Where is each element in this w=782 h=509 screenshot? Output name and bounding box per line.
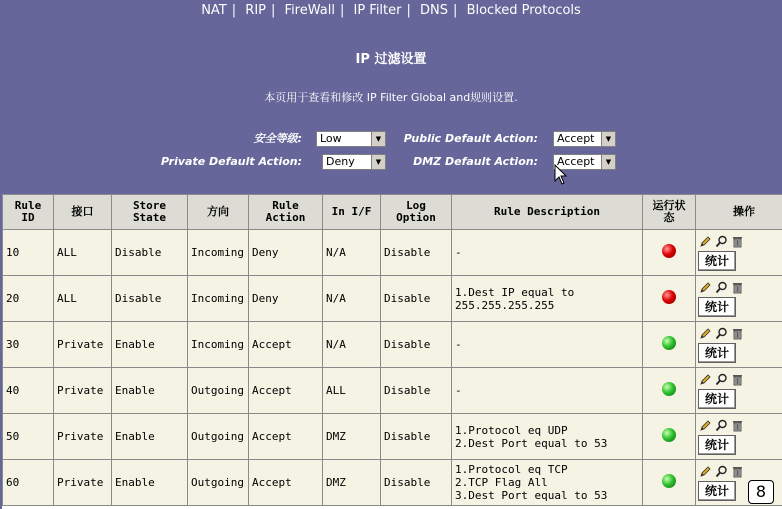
chevron-down-icon[interactable]: ▼ (371, 155, 385, 169)
mouse-cursor-icon (554, 164, 568, 186)
cell-interface: Private (54, 368, 112, 414)
cell-rule-action: Accept (249, 368, 323, 414)
private-default-action-value: Deny (326, 155, 355, 168)
row-action-icons (699, 235, 782, 248)
cell-log-option: Disable (381, 276, 452, 322)
header-operations: 操作 (696, 195, 782, 230)
cell-rule-id: 40 (3, 368, 54, 414)
cell-rule-description (452, 368, 643, 414)
description-line: 1.Dest IP equal to (455, 285, 575, 299)
header-in-if: In I/F (323, 195, 381, 230)
magnifier-icon[interactable] (715, 281, 728, 294)
cell-in-if: N/A (323, 230, 381, 276)
description-line: 2.Dest Port equal to 53 (455, 436, 608, 450)
cell-direction: Outgoing (188, 414, 249, 460)
rules-table-container (2, 194, 782, 509)
cell-operations (696, 322, 782, 368)
dmz-default-action-value: Accept (557, 155, 595, 168)
cell-interface: ALL (54, 276, 112, 322)
cell-run-status (643, 276, 696, 322)
description-line: 255.255.255.255 (455, 298, 555, 312)
nav-ip-filter-link[interactable]: IP Filter (353, 3, 402, 18)
rules-table (2, 194, 782, 506)
chevron-down-icon[interactable]: ▼ (601, 155, 615, 169)
cell-rule-action: Accept (249, 414, 323, 460)
cell-rule-id: 30 (3, 322, 54, 368)
header-interface: 接口 (54, 195, 112, 230)
cell-operations (696, 414, 782, 460)
cell-rule-action: Accept (249, 322, 323, 368)
cell-rule-description (452, 230, 643, 276)
cell-rule-id: 20 (3, 276, 54, 322)
nav-nat-link[interactable]: NAT (201, 3, 227, 18)
cell-rule-id: 50 (3, 414, 54, 460)
cell-run-status (643, 322, 696, 368)
page-title: IP 过滤设置 (355, 52, 427, 67)
dmz-default-action-label: DMZ Default Action: (413, 155, 538, 168)
nav-firewall-link[interactable]: FireWall (284, 3, 335, 18)
trash-icon[interactable] (731, 465, 744, 478)
cell-direction: Incoming (188, 322, 249, 368)
cell-log-option: Disable (381, 230, 452, 276)
cell-store-state: Disable (112, 276, 188, 322)
cell-direction: Incoming (188, 230, 249, 276)
header-log-option: Log Option (381, 195, 452, 230)
nav-dns-link[interactable]: DNS (420, 3, 449, 18)
nav-separator: | (271, 3, 276, 18)
trash-icon[interactable] (731, 281, 744, 294)
cell-rule-description (452, 460, 643, 506)
table-row (3, 460, 782, 506)
status-green-light-icon (662, 474, 676, 488)
public-default-action-value: Accept (557, 132, 595, 145)
description-line: 3.Dest Port equal to 53 (455, 489, 608, 502)
header-store-state: Store State (112, 195, 188, 230)
statistics-button[interactable]: 统计 (698, 435, 736, 455)
statistics-button[interactable]: 统计 (698, 343, 736, 363)
nav-separator: | (406, 3, 411, 18)
row-action-icons (699, 373, 782, 386)
cell-rule-id: 60 (3, 460, 54, 506)
public-default-action-select[interactable] (553, 131, 616, 147)
cell-direction: Outgoing (188, 368, 249, 414)
status-red-light-icon (662, 290, 676, 304)
header-direction: 方向 (188, 195, 249, 230)
cell-rule-id: 10 (3, 230, 54, 276)
cell-store-state: Enable (112, 460, 188, 506)
cell-in-if: ALL (323, 368, 381, 414)
cell-direction: Incoming (188, 276, 249, 322)
description-line: 2.TCP Flag All (455, 476, 548, 489)
status-green-light-icon (662, 428, 676, 442)
cell-rule-action: Accept (249, 460, 323, 506)
cell-in-if: N/A (323, 322, 381, 368)
security-level-select[interactable] (316, 131, 386, 147)
nav-blocked-protocols-link[interactable]: Blocked Protocols (466, 3, 581, 18)
description-line: - (455, 246, 462, 259)
cell-in-if: DMZ (323, 460, 381, 506)
cell-rule-description (452, 322, 643, 368)
table-row (3, 230, 782, 276)
cell-log-option: Disable (381, 322, 452, 368)
statistics-button[interactable]: 统计 (698, 389, 736, 409)
cell-rule-description (452, 414, 643, 460)
row-action-icons (699, 281, 782, 294)
nav-separator: | (453, 3, 458, 18)
header-rule-id: Rule ID (3, 195, 54, 230)
cell-in-if: N/A (323, 276, 381, 322)
magnifier-icon[interactable] (715, 373, 728, 386)
cell-direction: Outgoing (188, 460, 249, 506)
header-run-status: 运行状 态 (643, 195, 696, 230)
trash-icon[interactable] (731, 327, 744, 340)
header-rule-action: Rule Action (249, 195, 323, 230)
cell-interface: Private (54, 414, 112, 460)
magnifier-icon[interactable] (715, 327, 728, 340)
row-action-icons (699, 465, 782, 478)
top-navigation (0, 0, 782, 22)
magnifier-icon[interactable] (715, 465, 728, 478)
table-row (3, 276, 782, 322)
public-default-action-label: Public Default Action: (403, 132, 538, 145)
private-default-action-select[interactable] (322, 154, 386, 170)
pencil-icon[interactable] (699, 373, 712, 386)
description-line: 1.Protocol eq UDP (455, 423, 568, 437)
table-row (3, 414, 782, 460)
security-level-value: Low (320, 132, 342, 145)
cell-interface: ALL (54, 230, 112, 276)
cell-rule-action: Deny (249, 276, 323, 322)
nav-rip-link[interactable]: RIP (245, 3, 266, 18)
magnifier-icon[interactable] (715, 235, 728, 248)
statistics-button[interactable]: 统计 (698, 251, 736, 271)
magnifier-icon[interactable] (715, 419, 728, 432)
cell-rule-description (452, 276, 643, 322)
cell-interface: Private (54, 460, 112, 506)
cell-run-status (643, 230, 696, 276)
description-line: - (455, 338, 462, 351)
pencil-icon[interactable] (699, 465, 712, 478)
nav-separator: | (231, 3, 237, 18)
pencil-icon[interactable] (699, 235, 712, 248)
table-header-row (3, 195, 782, 230)
status-red-light-icon (662, 244, 676, 258)
table-row (3, 322, 782, 368)
pencil-icon[interactable] (699, 281, 712, 294)
cell-store-state: Enable (112, 368, 188, 414)
private-default-action-label: Private Default Action: (160, 155, 302, 168)
cell-rule-action: Deny (249, 230, 323, 276)
cell-log-option: Disable (381, 460, 452, 506)
cell-interface: Private (54, 322, 112, 368)
description-line: - (455, 384, 462, 397)
page-description: 本页用于查看和修改 IP Filter Global and规则设置. (264, 91, 518, 104)
cell-operations (696, 276, 782, 322)
row-action-icons (699, 327, 782, 340)
description-line: 1.Protocol eq TCP (455, 463, 568, 476)
chevron-down-icon[interactable]: ▼ (371, 132, 385, 146)
pencil-icon[interactable] (699, 419, 712, 432)
trash-icon[interactable] (731, 419, 744, 432)
statistics-button[interactable]: 统计 (698, 297, 736, 317)
cell-store-state: Enable (112, 322, 188, 368)
security-level-label: 安全等级: (253, 132, 302, 145)
chevron-down-icon[interactable]: ▼ (601, 132, 615, 146)
header-rule-description: Rule Description (452, 195, 643, 230)
cell-in-if: DMZ (323, 414, 381, 460)
table-row (3, 368, 782, 414)
cell-store-state: Disable (112, 230, 188, 276)
row-action-icons (699, 419, 782, 432)
trash-icon[interactable] (731, 373, 744, 386)
cell-run-status (643, 460, 696, 506)
cell-run-status (643, 414, 696, 460)
cell-log-option: Disable (381, 414, 452, 460)
cell-operations (696, 230, 782, 276)
status-green-light-icon (662, 336, 676, 350)
trash-icon[interactable] (731, 235, 744, 248)
status-green-light-icon (662, 382, 676, 396)
cell-log-option: Disable (381, 368, 452, 414)
pencil-icon[interactable] (699, 327, 712, 340)
statistics-button[interactable]: 统计 (698, 481, 736, 501)
cell-store-state: Enable (112, 414, 188, 460)
nav-separator: | (339, 3, 345, 18)
cell-run-status (643, 368, 696, 414)
page-number-badge: 8 (748, 480, 774, 504)
cell-operations (696, 368, 782, 414)
